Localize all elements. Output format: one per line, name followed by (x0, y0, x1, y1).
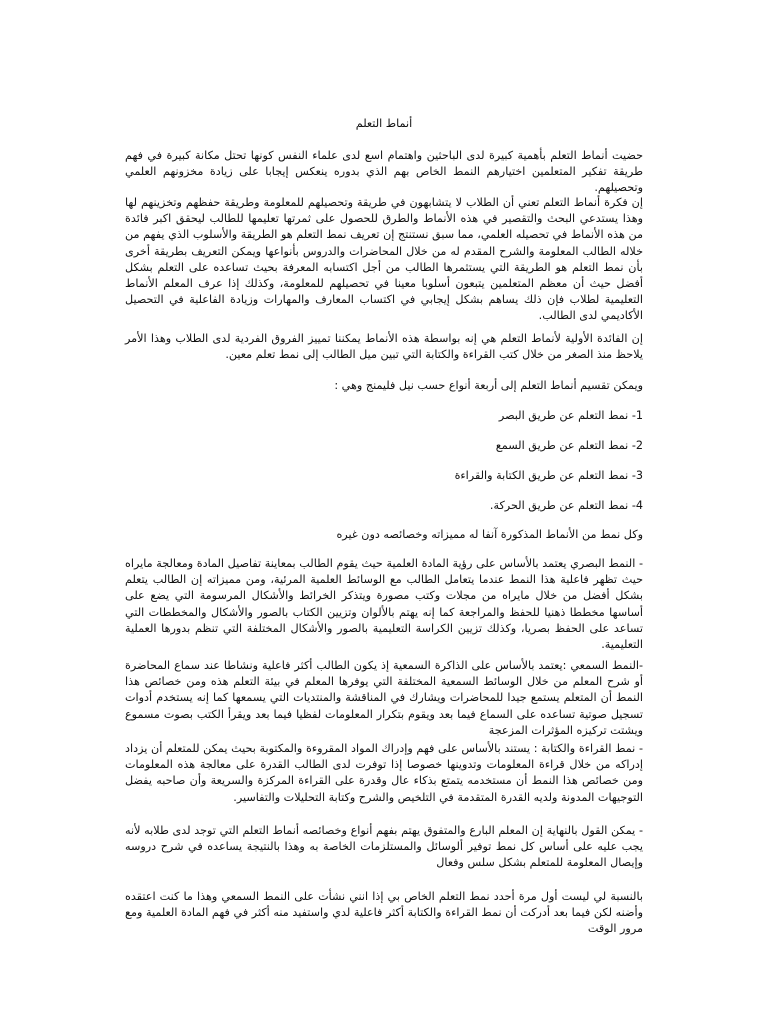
reading-writing-paragraph: - نمط القراءة والكتابة : يستند بالأساس على فهم وإدراك المواد المقروءة والمكتوبة بحيث يمكن للمتعلم أن يزداد إدراكه من خلال قراءة المعلومات وتدوينها خصوصا إذا توفرت لدى الطالب القدرة على معالجة هذه المعلومات ومن خصائص هذا النمط أن مستخدمه يتمتع بذكاء عال وقدرة على القراءة المركزة والسريعة وأن صاحبه يفضل التوجيهات المدونة ولديه القدرة المتقدمة في التلخيص والشرح وكتابة التحليلات والتفاسير. (125, 742, 643, 804)
type-item-kinesthetic: 4- نمط التعلم عن طريق الحركة. (489, 499, 643, 512)
intro-paragraph: حضيت أنماط التعلم بأهمية كبيرة لدى الباحثين واهتمام اسع لدى علماء النفس كونها تحتل مكانة كبيرة في فهم طريقة تفكير المتعلمين اختيارهم النمط الخاص بهم الذي بدوره ينعكس إيجابا على زيادة مخزونهم العلمي وتحصيلهم. (125, 149, 643, 195)
benefit-paragraph: إن الفائدة الأولية لأنماط التعلم هي إنه بواسطة هذه الأنماط يمكننا تمييز الفروق الفردية لدى الطلاب وهذا الأمر يلاحظ منذ الصغر من خلال كتب القراءة والكتابة التي تبين ميل الطالب إلى نمط تعلم معين. (125, 332, 643, 362)
each-pattern-note: وكل نمط من الأنماط المذكورة آنفا له مميزاته وخصائصه دون غيره (336, 528, 643, 541)
classification-intro: ويمكن تقسيم أنماط التعلم إلى أربعة أنواع حسب نيل فليمنج وهي : (334, 379, 643, 392)
document-title: أنماط التعلم (355, 117, 413, 130)
type-item-reading-writing: 3- نمط التعلم عن طريق الكتابة والقراءة (454, 469, 643, 482)
conclusion-paragraph: - يمكن القول بالنهاية إن المعلم البارع والمتفوق يهتم بفهم أنواع وخصائصه أنماط التعلم التي توجد لدى طلابه لأنه يجب عليه على أساس كل نمط توفير ألوسائل والمستلزمات الخاصة به وهذا بالنتيجة يساعده في شرح دروسه وإيصال المعلومة للمتعلم بشكل سلس وفعال (125, 824, 643, 870)
type-item-visual: 1- نمط التعلم عن طريق البصر (498, 409, 643, 422)
visual-paragraph: - النمط البصري يعتمد بالأساس على رؤية المادة العلمية حيث يقوم الطالب بمعاينة تفاصيل المادة ومعالجة مايراه حيث تظهر فاعلية هذا النمط عندما يتعامل الطالب مع الوسائط العلمية المرئية، ومن مميزاته إن الطالب يتعلم بشكل أفضل من خلال مايراه من مجلات وكتب مصورة ويتذكر الخرائط والأشكال المرسومة التي يضع على أساسها مخططا ذهنيا للحفظ والمراجعة كما إنه يهتم بالألوان وتزيين الكتاب بالصور والأشكال والمخططات التي تساعد على الحفظ بصريا، وكذلك تزيين الكراسة التعليمية بالصور والأشكال المختلفة التي تنظم بدورها العملية التعليمية. (125, 557, 643, 652)
type-item-auditory: 2- نمط التعلم عن طريق السمع (495, 439, 643, 452)
personal-paragraph: بالنسبة لي ليست أول مرة أحدد نمط التعلم الخاص بي إذا انني نشأت على النمط السمعي وهذا ما كنت اعتقده وأضنه لكن فيما بعد أدركت أن نمط القراءة والكتابة أكثر فاعلية لدي واستفيد منه أكثر في فهم المادة العلمية ومع مرور الوقت (125, 890, 643, 936)
auditory-paragraph: -النمط السمعي :يعتمد بالأساس على الذاكرة السمعية إذ يكون الطالب أكثر فاعلية ونشاطا عند سماع المحاضرة أو شرح المعلم من خلال الوسائط السمعية المختلفة التي يوفرها المعلم في بيئة التعلم هذه ومن خصائص هذا النمط أن المتعلم يستمع جيدا للمحاضرات ويشارك في المناقشة والمنتديات التي يسمعها كما إنه يستخدم أدوات تسجيل صوتية تساعده على السماع فيما بعد ويقوم بتكرار المعلومات لفظيا فيما بعد ويقرأ الكتب بصوت مسموع ويشتت تركيزه المؤثرات المزعجة (125, 659, 643, 737)
definition-paragraph: إن فكرة أنماط التعلم تعني أن الطلاب لا يتشابهون في طريقة وتحصيلهم للمعلومة وطريقة حفظهم وتخزينهم لها وهذا يستدعي البحث والتقصير في هذه الأنماط والطرق للحصول على ثمرتها تعليمها للطالب ليحقق اكبر فائدة من هذه الأنماط في تحصيله العلمي، مما سبق نستنتج إن تعريف نمط التعلم هو الطريقة والأسلوب الذي يفهم من خلاله الطالب المعلومة والشرح المقدم له من خلال المحاضرات والدروس بأنواعها ويمكن التعريف بطريقة أخرى بأن نمط التعلم هو الطريقة التي يستثمرها الطالب من أجل اكتسابه المعرفة بحيث تساعده على التعلم بشكل أفضل حيث أن معظم المتعلمين يتبعون أسلوبا معينا في تحصيلهم للمعلومة، وكذلك إذا عرف المعلم الأنماط التعليمية لطلاب فإن ذلك يساهم بشكل إيجابي في اكتساب المعارف والمهارات وزيادة الفاعلية في التحصيل الأكاديمي لدى الطالب. (125, 196, 643, 323)
